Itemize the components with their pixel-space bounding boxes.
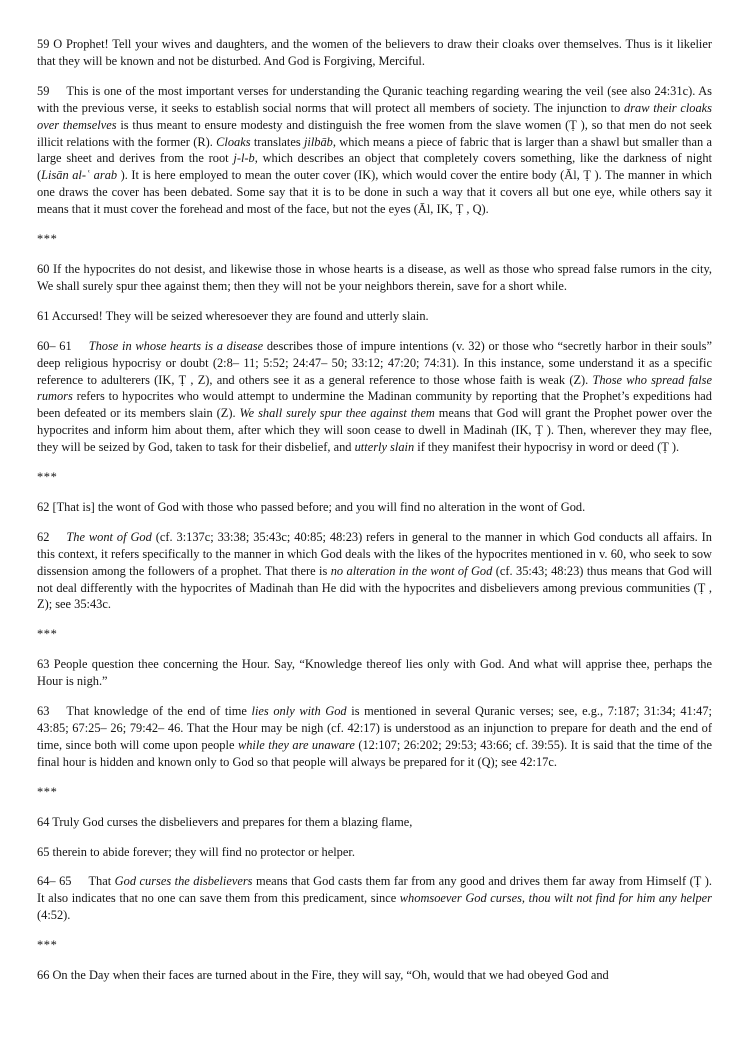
- verse-paragraph: 64 Truly God curses the disbelievers and prepares for them a blazing flame,: [37, 814, 413, 829]
- page-content: [37, 36, 712, 984]
- commentary-paragraph: 63 That knowledge of the end of time lies only with God is mentioned in several Quranic verses; see, e.g., 7:187; 31:34; 41:47; 43:85; 67:25– 26; 79:42– 46. That the Hour may be nigh (cf. 42:17) is understood as an injunction to prepare for death and the end of time, since both will come upon people while they are unaware (12:107; 26:202; 29:53; 43:66; cf. 39:55). It is said that the time of the final hour is hidden and known only to God so that people will always be prepared for it (Q); see 42:17c.: [37, 704, 712, 769]
- commentary-paragraph: 62 The wont of God (cf. 3:137c; 33:38; 35:43c; 40:85; 48:23) refers in general to the manner in which God conducts all affairs. In this context, it refers specifically to the manner in which God deals with the likes of the hypocrites mentioned in v. 60, who seek to sow dissension among the followers of a prophet. That there is no alteration in the wont of God (cf. 35:43; 48:23) thus means that God will not deal differently with the hypocrites of Madinah than He did with the hypocrites and disbelievers among previous communities (Ṭ , Z); see 35:43c.: [37, 529, 713, 612]
- commentary-paragraph: 59 This is one of the most important verses for understanding the Quranic teaching regarding wearing the veil (see also 24:31c). As with the previous verse, it seeks to establish social norms that will protect all members of society. The injunction to draw their cloaks over themselves is thus meant to ensure modesty and distinguish the free women from the slave women (Ṭ ), so that men do not seek illicit relations with the former (R). Cloaks translates jilbāb, which means a piece of fabric that is larger than a shawl but smaller than a large sheet and derives from the root j-l-b, which describes an object that completely covers something, like the darkness of night (Lisān al-ʿ arab ). It is here employed to mean the outer cover (IK), which would cover the entire body (Āl, Ṭ ). The manner in which one draws the cover has been debated. Some say that it is to be done in such a way that it covers all but one eye, while others say it means that it must cover the forehead and most of the face, but not the eyes (Āl, IK, Ṭ , Q).: [37, 83, 712, 217]
- commentary-paragraph: 60– 61 Those in whose hearts is a disease describes those of impure intentions (v. 32) or those who “secretly harbor in their souls” deep religious hypocrisy or doubt (2:8– 11; 5:52; 24:47– 50; 33:12; 47:20; 74:31). In this instance, some understand it as a specific reference to adulterers (IK, Ṭ , Z), and others see it as a general reference to those whose faith is weak (Z). Those who spread false rumors refers to hypocrites who would attempt to undermine the Madinan community by reporting that the Prophet’s expeditions had been defeated or its members slain (Z). We shall surely spur thee against them means that God will grant the Prophet power over the hypocrites and inform him about them, after which they will soon cease to dwell in Madinah (IK, Ṭ ). Then, wherever they may flee, they will be seized by God, taken to task for their disbelief, and utterly slain if they manifest their hypocrisy in word or deed (Ṭ ).: [37, 338, 713, 455]
- commentary-paragraph: 64– 65 That God curses the disbelievers means that God casts them far from any good and drives them far away from Himself (Ṭ ). It also indicates that no one can save them from this predicament, since whomsoever God curses, thou wilt not find for him any helper (4:52).: [37, 874, 712, 923]
- section-divider: ***: [37, 627, 58, 642]
- section-divider: ***: [37, 232, 58, 247]
- verse-paragraph: 63 People question thee concerning the Hour. Say, “Knowledge thereof lies only with God. And what will apprise thee, perhaps the Hour is nigh.”: [37, 657, 712, 689]
- verse-paragraph: 59 O Prophet! Tell your wives and daughters, and the women of the believers to draw their cloaks over themselves. Thus is it likelier that they will be known and not be disturbed. And God is Forgiving, Merciful.: [37, 37, 712, 68]
- verse-paragraph: 62 [That is] the wont of God with those who passed before; and you will find no alteration in the wont of God.: [37, 499, 586, 514]
- section-divider: ***: [37, 470, 58, 485]
- verse-paragraph: 65 therein to abide forever; they will find no protector or helper.: [37, 844, 355, 859]
- verse-paragraph: 60 If the hypocrites do not desist, and likewise those in whose hearts is a disease, as well as those who spread false rumors in the city, We shall surely spur thee against them; then they will not be your neighbors therein, save for a short while.: [37, 261, 712, 293]
- section-divider: ***: [37, 938, 58, 953]
- section-divider: ***: [37, 784, 58, 799]
- verse-paragraph: 66 On the Day when their faces are turned about in the Fire, they will say, “Oh, would that we had obeyed God and: [37, 968, 609, 983]
- verse-paragraph: 61 Accursed! They will be seized wheresoever they are found and utterly slain.: [37, 308, 429, 323]
